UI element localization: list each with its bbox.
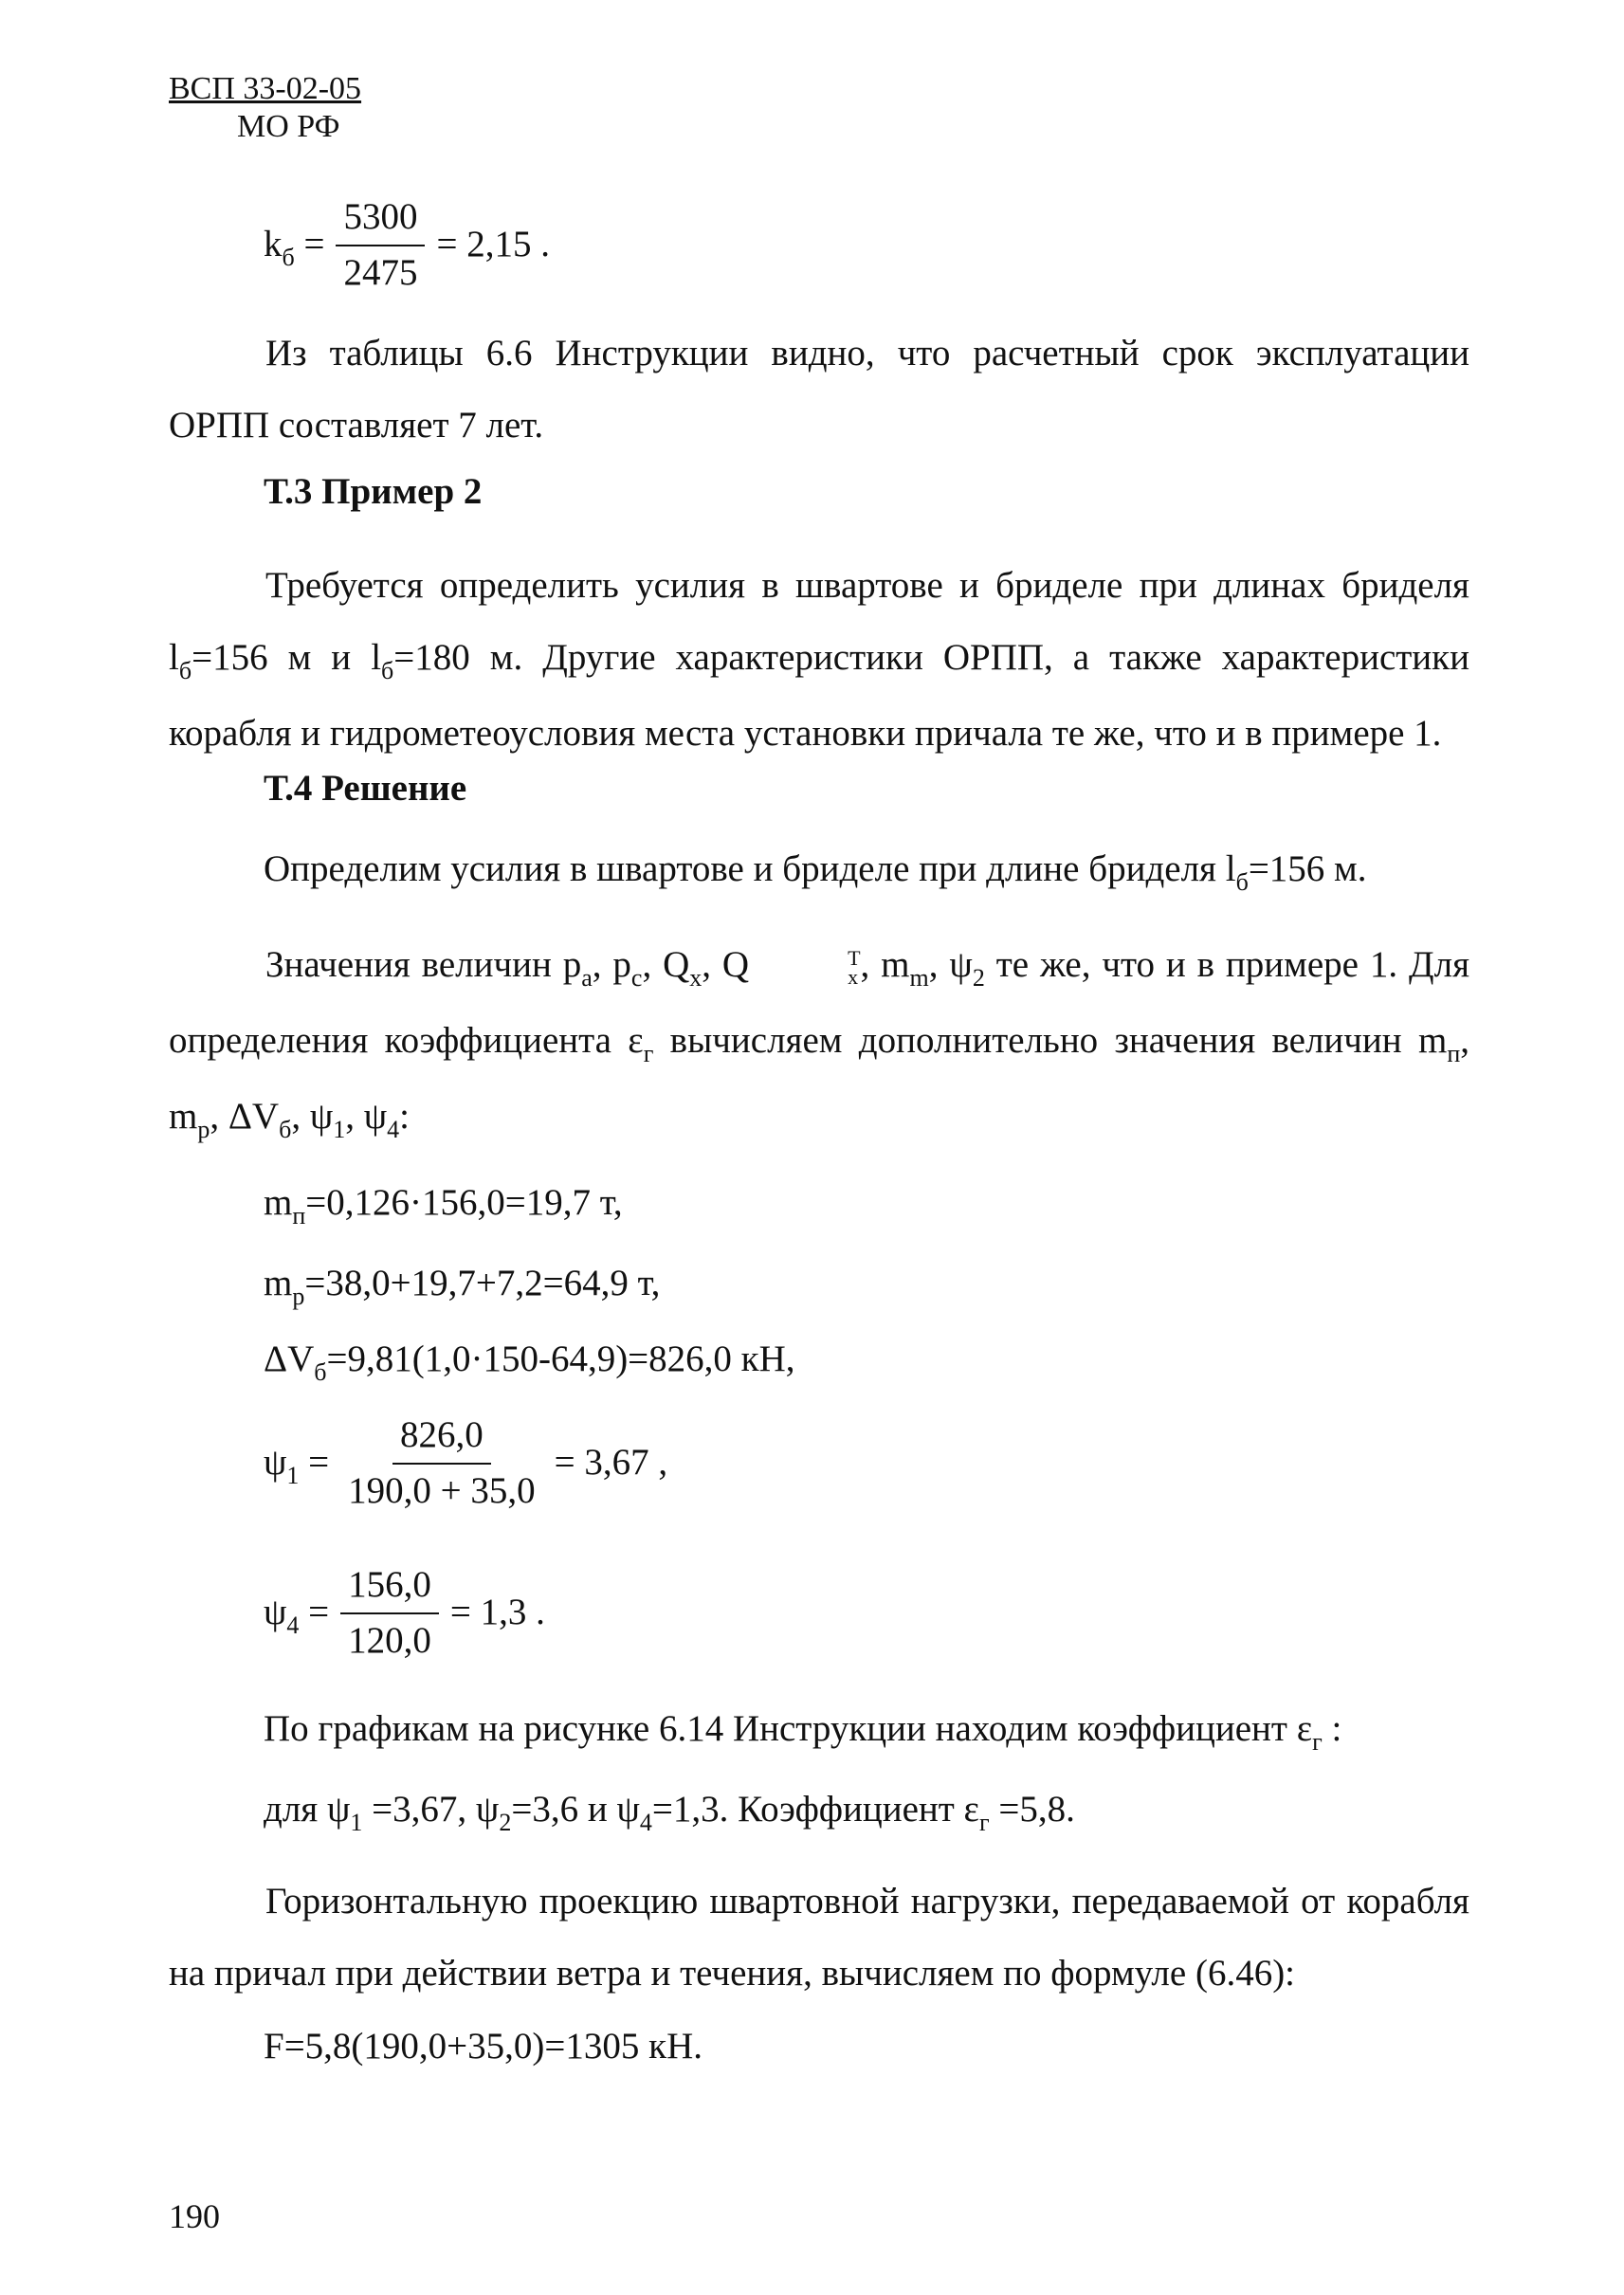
- organization: МО РФ: [237, 109, 340, 144]
- fraction: $\frac{156,0}{120,0}$: [340, 1562, 439, 1665]
- formula-lhs: $k_б$ =: [264, 224, 325, 272]
- paragraph-horizontal-load: Горизонтальную проекцию швартовной нагрузки, передаваемой от корабля на причал при действии ветра и течения, вычисляем по формуле (6.46):: [169, 1881, 1469, 1994]
- document-code: ВСП 33-02-05: [169, 71, 362, 106]
- page-number: 190: [169, 2197, 220, 2235]
- paragraph-values: Значения величин $p_а$, $p_c$, $Q_x$, Q Т x , $m_m$, $\psi_2$ те же, что и в примере 1. Для определения коэффициента $\varepsilon_г$ вычисляем дополнительно значения величин $m_п$, $m_р$, $\Delta V_б$, $\psi_1$, $\psi_4$:: [169, 944, 1470, 1143]
- paragraph-task: Требуется определить усилия в швартове и бриделе при длинах бриделя $l_б=156$ м и $l_б=180$ м. Другие характеристики ОРПП, а также характеристики корабля и гидрометеоусловия места установки причала те же, что и в примере 1.: [169, 565, 1469, 754]
- section-heading-solution: Т.4 Решение: [264, 768, 467, 809]
- fraction: $\frac{826,0}{190,0 + 35,0}$: [348, 1414, 536, 1511]
- equation-mp: $m_р=38,0+19,7+7,2=64,9$ т,: [264, 1263, 661, 1310]
- formula-rhs: = 3,67 ,: [554, 1442, 668, 1484]
- paragraph-graph-reference: По графикам на рисунке 6.14 Инструкции находим коэффициент $\varepsilon_г$ :: [264, 1708, 1342, 1756]
- formula-lhs: $\psi_4$ =: [264, 1592, 330, 1640]
- formula-lhs: $\psi_1$ =: [264, 1442, 330, 1490]
- equation-delta-v: $\Delta V_б=9,81(1,0\cdot 150-64,9)=826,0$ кН,: [264, 1339, 795, 1386]
- formula-rhs: = 1,3 .: [449, 1592, 545, 1633]
- paragraph-table-reference: Из таблицы 6.6 Инструкции видно, что расчетный срок эксплуатации ОРПП составляет 7 лет.: [169, 333, 1469, 446]
- equation-force: F=5,8(190,0+35,0)=1305 кН.: [264, 2026, 703, 2067]
- formula-psi1: [264, 1412, 667, 1515]
- paragraph-coefficient: для $\psi_1 =3,67$, $\psi_2=3,6$ и $\psi_4=1,3$. Коэффициент $\varepsilon_г =5,8$.: [264, 1789, 1075, 1836]
- fraction: $\frac{5300}{2475}$: [336, 194, 425, 297]
- formula-psi4: [264, 1562, 545, 1665]
- section-heading-example-2: Т.3 Пример 2: [264, 471, 483, 512]
- page-header: [169, 70, 361, 146]
- formula-rhs: = 2,15 .: [436, 224, 550, 265]
- equation-mn: $m_п=0,126\cdot 156,0=19,7$ т,: [264, 1182, 623, 1229]
- formula-k6: [264, 194, 550, 297]
- paragraph-solution-intro: Определим усилия в швартове и бриделе при длине бриделя $l_б=156$ м.: [264, 848, 1367, 896]
